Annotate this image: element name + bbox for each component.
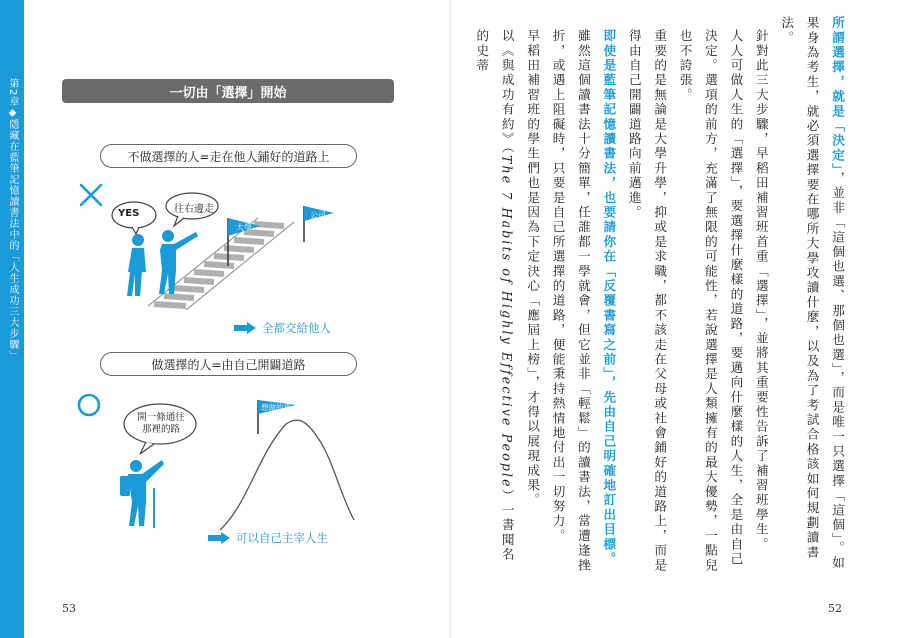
section-title-bar: 一切由「選擇」開始: [62, 79, 394, 103]
page-gutter: [449, 0, 451, 638]
bubble-right-text: 往右邊走: [174, 204, 214, 215]
hiker-figure: [120, 460, 164, 528]
chapter-edge-tab: [0, 0, 24, 638]
circle-mark-icon: [76, 392, 102, 418]
text-run: 針對此三大步驟，早稻田補習班首重「選擇」，並將其重要性告訴了補習班學生。: [753, 29, 769, 552]
text-run: 以《與成功有約》（: [499, 29, 515, 155]
body-paragraph: [621, 16, 672, 576]
book-title-italic: The 7 Habits of Highly Effective People: [499, 155, 515, 489]
text-run: 人人可做人生的「選擇」，要選擇什麼樣的道路，要邁向什麼樣的人生，全是由自己決定。選項的前方，充滿了無限的可能性，若說選擇是人類擁有的最大優勢，一點兒也不誇張。: [677, 29, 744, 573]
railroad-illustration: [108, 188, 338, 312]
flag-university-text: 大學: [236, 223, 252, 232]
page-number-right: 52: [828, 602, 842, 615]
body-paragraph: [469, 16, 520, 576]
highlighted-sentence: 所謂選擇，就是「決定」: [830, 16, 845, 172]
cross-mark-icon: [78, 182, 104, 208]
mountain-outline: [220, 420, 354, 530]
right-arrow-icon: [208, 532, 230, 544]
body-text-vertical: [474, 16, 850, 576]
body-paragraph: [545, 16, 621, 576]
bad-choice-label: 不做選擇的人=走在他人鋪好的道路上: [100, 144, 357, 168]
flag-company-text: 公司: [310, 211, 326, 220]
body-paragraph: [748, 16, 773, 576]
right-arrow-icon: [234, 322, 256, 334]
bubble-good-text: 開一條通往 那裡的路: [137, 412, 185, 435]
text-run: 早稻田補習班的學生們也是因為下定決心「應屆上榜」，才得以展現成果。: [525, 29, 541, 508]
bubble-yes-text: YES: [118, 208, 140, 219]
good-result-row: [208, 530, 328, 546]
chapter-edge-text: 第2章◆隱藏在藍筆記憶讀書法中的「人生成功三大步驟」: [7, 78, 18, 362]
bad-result-row: [234, 320, 331, 336]
highlighted-sentence: 即使是藍筆記憶讀書法，也要請你在「反覆書寫之前」，先由自己明確地訂出目標。: [601, 29, 617, 567]
page-number-left: 53: [62, 602, 76, 615]
flag-goal-text: 想做的事: [261, 403, 291, 412]
good-choice-label: 做選擇的人=由自己開闢道路: [100, 352, 357, 376]
body-paragraph: [774, 16, 850, 576]
bad-result-text: 全都交給他人: [262, 321, 331, 335]
text-run: ，並非「這個也選、那個也選」，而是唯一只選擇「這個」。如果身為考生，就必須選擇要在哪所大學攻讀什麼，以及為了考試合格該如何規劃讀書法。: [779, 16, 845, 571]
text-run: 重要的是無論是大學升學，抑或是求職，都不該走在父母或社會鋪好的道路上，而是得由自己開闢道路向前邁進。: [626, 29, 668, 573]
body-paragraph: [672, 16, 748, 576]
text-run: 雖然這個讀書法十分簡單，任誰都一學就會，但它並非「輕鬆」的讀書法，當遭逢挫折，或遇上阻礙時，只要是自己所選擇的道路，便能秉持熱情地付出一切努力。: [550, 29, 591, 573]
body-paragraph: [520, 16, 545, 576]
text-run: ）一書聞名的史蒂: [474, 29, 515, 563]
good-result-text: 可以自己主宰人生: [236, 531, 328, 545]
